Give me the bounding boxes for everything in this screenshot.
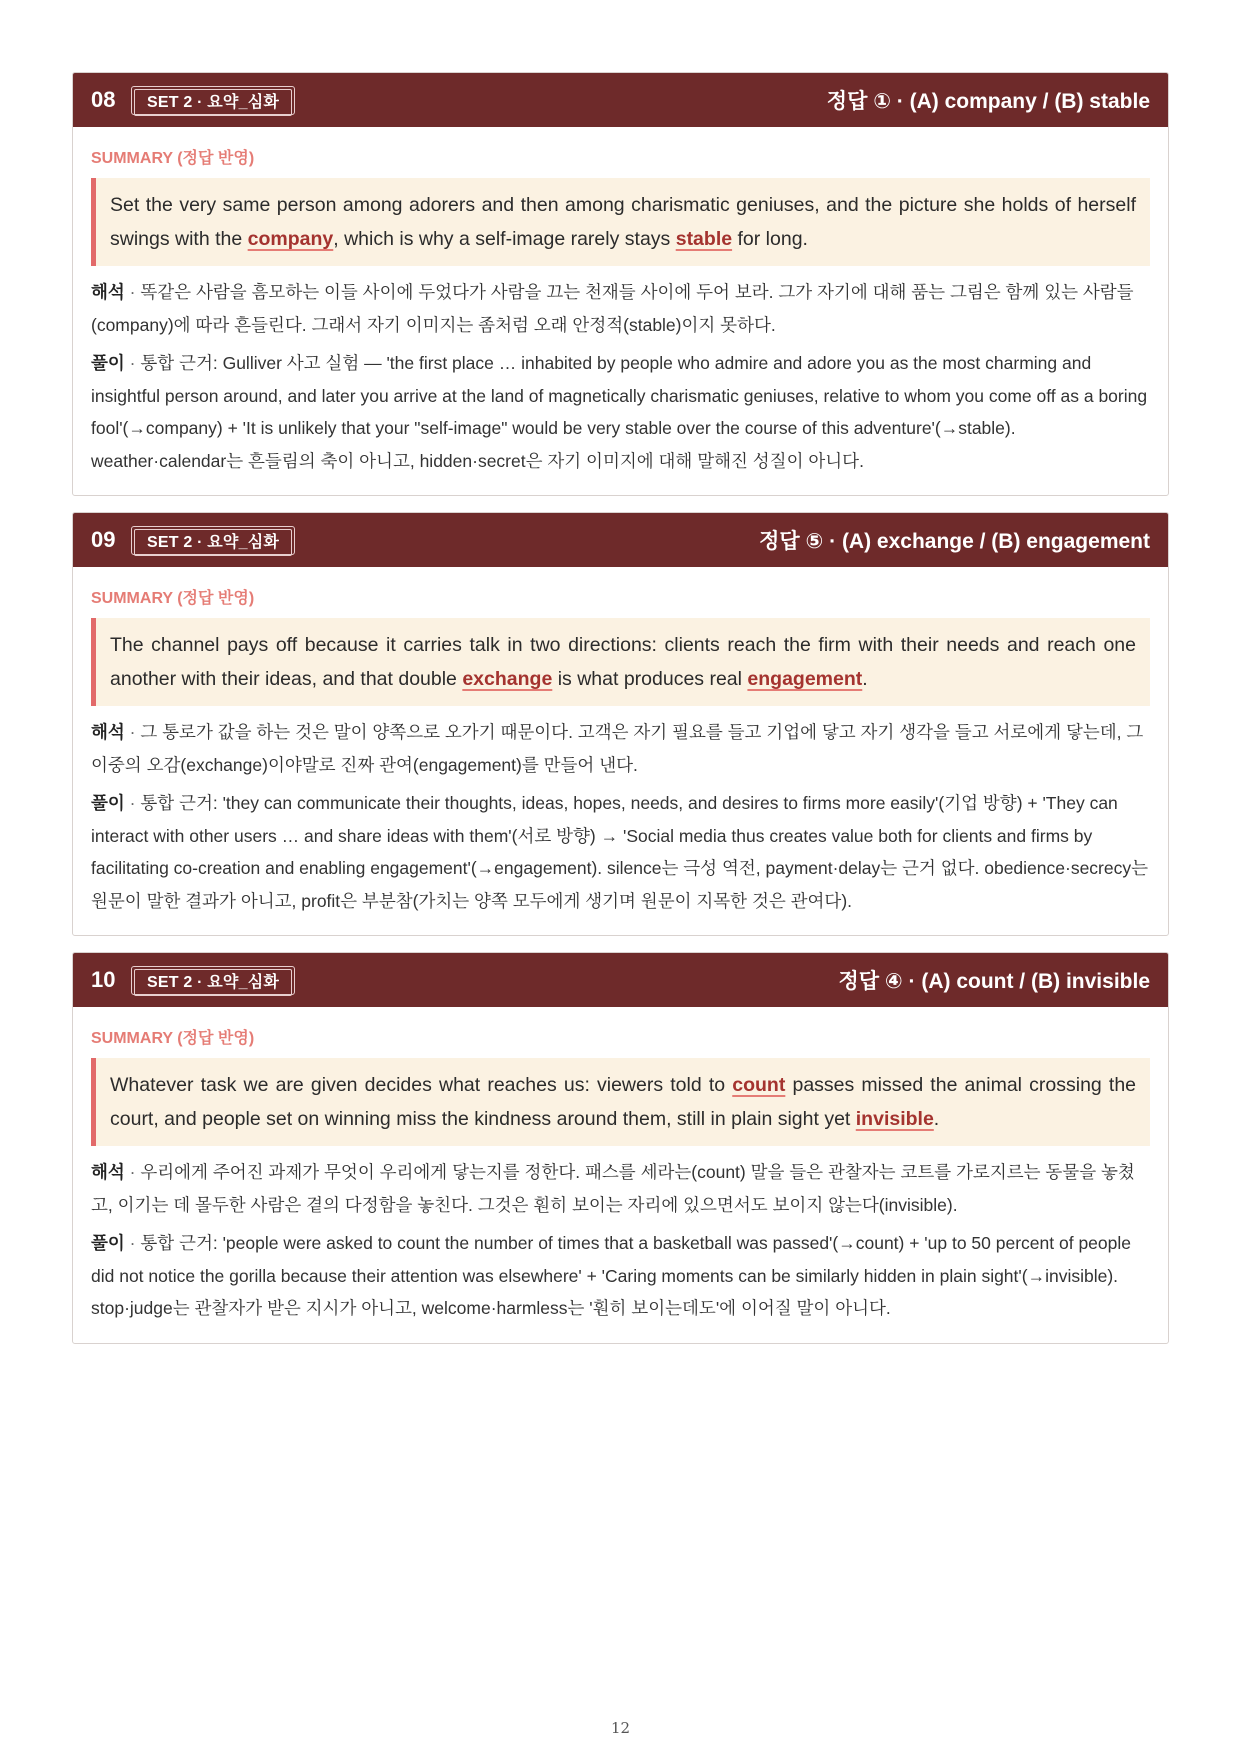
translation-label: 해석 — [91, 722, 125, 742]
summary-text: is what produces real — [552, 668, 748, 690]
summary-text: . — [862, 668, 868, 690]
page-number: 12 — [610, 1719, 631, 1737]
answer-label: 정답 ① · (A) company / (B) stable — [826, 90, 1150, 113]
translation-label: 해석 — [91, 1162, 125, 1182]
set-badge-label: SET 2 · 요약_심화 — [134, 529, 292, 556]
card-header — [73, 513, 1168, 567]
summary-text: Set the very same person among adorers and then among charismatic geniuses, and the picture she holds of herself swings with the — [110, 194, 1136, 250]
translation-text: 그 통로가 값을 하는 것은 말이 양쪽으로 오가기 때문이다. 고객은 자기 필요를 들고 기업에 닿고 자기 생각을 들고 서로에게 닿는데, 그 이중의 오감(exchange)이야말로 진짜 관여(engagement)를 만들어 낸다. — [91, 722, 1144, 775]
card-header — [73, 953, 1168, 1007]
summary-label: SUMMARY (정답 반영) — [91, 150, 255, 167]
summary-label: SUMMARY (정답 반영) — [91, 1030, 255, 1047]
set-badge — [131, 86, 295, 115]
explanation-label: 풀이 — [91, 1233, 125, 1253]
answer-label: 정답 ⑤ · (A) exchange / (B) engagement — [759, 530, 1150, 553]
set-badge — [131, 526, 295, 555]
question-card-08 — [72, 72, 1169, 496]
explanation-label: 풀이 — [91, 353, 125, 373]
set-badge — [131, 966, 295, 995]
answer-sheet — [72, 72, 1169, 1360]
summary-text: passes missed the animal crossing the court, and people set on winning miss the kindness around them, still in plain sight yet — [110, 1074, 1137, 1130]
keyword-b: engagement — [747, 668, 863, 690]
translation-label: 해석 — [91, 282, 125, 302]
card-body — [73, 1007, 1168, 1343]
question-card-10 — [72, 952, 1169, 1344]
question-number: 08 — [91, 87, 116, 112]
translation-text: 우리에게 주어진 과제가 무엇이 우리에게 닿는지를 정한다. 패스를 세라는(count) 말을 들은 관찰자는 코트를 가로지르는 동물을 놓쳤고, 이기는 데 몰두한 사람은 곁의 다정함을 놓친다. 그것은 훤히 보이는 자리에 있으면서도 보이지 않는다(invisible). — [91, 1162, 1135, 1215]
summary-box — [91, 618, 1150, 706]
explanation-label: 풀이 — [91, 793, 125, 813]
card-header — [73, 73, 1168, 127]
explanation-paragraph: 풀이 · 통합 근거: Gulliver 사고 실험 — 'the first place … inhabited by people who admire and adore you as the most charming and insightful person around, and later you arrive at the land of magnetically charismatic geniuses, relative to whom you come off as a boring fool'(→company) + 'It is unlikely that your "self-image" would be very stable over the course of this adventure'(→stable). weather·calendar는 흔들림의 축이 아니고, hidden·secret은 자기 이미지에 대해 말해진 성질이 아니다. — [91, 353, 1148, 471]
summary-box — [91, 1058, 1150, 1146]
keyword-b: stable — [675, 228, 733, 250]
question-number: 09 — [91, 527, 116, 552]
explanation-text: 통합 근거: 'they can communicate their thoughts, ideas, hopes, needs, and desires to firms more easily'(기업 방향) + 'They can interact with other users … and share ideas with them'(서로 방향) → 'Social media thus creates value both for clients and firms by facilitating co-creation and enabling engagement'(→engagement). silence는 극성 역전, payment·delay는 근거 없다. obedience·secrecy는 원문이 말한 결과가 아니고, profit은 부분참(가치는 양쪽 모두에게 생기며 원문이 지목한 것은 관여다). — [91, 793, 1149, 911]
set-badge-label: SET 2 · 요약_심화 — [134, 89, 292, 116]
card-body — [73, 567, 1168, 935]
set-badge-label: SET 2 · 요약_심화 — [134, 969, 292, 996]
translation-paragraph: 해석 · 우리에게 주어진 과제가 무엇이 우리에게 닿는지를 정한다. 패스를 세라는(count) 말을 들은 관찰자는 코트를 가로지르는 동물을 놓쳤고, 이기는 데 몰두한 사람은 곁의 다정함을 놓친다. 그것은 훤히 보이는 자리에 있으면서도 보이지 않는다(invisible). — [91, 1162, 1135, 1215]
explanation-text: 통합 근거: 'people were asked to count the number of times that a basketball was passed'(→count) + 'up to 50 percent of people did not notice the gorilla because their attention was elsewhere' + 'Caring moments can be similarly hidden in plain sight'(→invisible). stop·judge는 관찰자가 받은 지시가 아니고, welcome·harmless는 '훤히 보이는데도'에 이어질 말이 아니다. — [91, 1233, 1132, 1318]
summary-text: for long. — [732, 228, 808, 250]
keyword-a: exchange — [462, 668, 553, 690]
translation-paragraph: 해석 · 똑같은 사람을 흠모하는 이들 사이에 두었다가 사람을 끄는 천재들 사이에 두어 보라. 그가 자기에 대해 품는 그림은 함께 있는 사람들(company)에 따라 흔들린다. 그래서 자기 이미지는 좀처럼 오래 안정적(stable)이지 못하다. — [91, 282, 1134, 335]
explanation-text: 통합 근거: Gulliver 사고 실험 — 'the first place … inhabited by people who admire and adore you as the most charming and insightful person around, and later you arrive at the land of magnetically charismatic geniuses, relative to whom you come off as a boring fool'(→company) + 'It is unlikely that your "self-image" would be very stable over the course of this adventure'(→stable). weather·calendar는 흔들림의 축이 아니고, hidden·secret은 자기 이미지에 대해 말해진 성질이 아니다. — [91, 353, 1148, 471]
question-card-09 — [72, 512, 1169, 936]
summary-text: Whatever task we are given decides what reaches us: viewers told to — [110, 1074, 733, 1096]
explanation-paragraph: 풀이 · 통합 근거: 'people were asked to count the number of times that a basketball was passed'(→count) + 'up to 50 percent of people did not notice the gorilla because their attention was elsewhere' + 'Caring moments can be similarly hidden in plain sight'(→invisible). stop·judge는 관찰자가 받은 지시가 아니고, welcome·harmless는 '훤히 보이는데도'에 이어질 말이 아니다. — [91, 1233, 1132, 1318]
answer-label: 정답 ④ · (A) count / (B) invisible — [838, 970, 1150, 993]
translation-paragraph: 해석 · 그 통로가 값을 하는 것은 말이 양쪽으로 오가기 때문이다. 고객은 자기 필요를 들고 기업에 닿고 자기 생각을 들고 서로에게 닿는데, 그 이중의 오감(exchange)이야말로 진짜 관여(engagement)를 만들어 낸다. — [91, 722, 1144, 775]
summary-text: , which is why a self-image rarely stays — [333, 228, 676, 250]
summary-text: The channel pays off because it carries talk in two directions: clients reach the firm with their needs and reach one another with their ideas, and that double — [110, 634, 1136, 690]
summary-box — [91, 178, 1150, 266]
question-number: 10 — [91, 967, 116, 992]
keyword-b: invisible — [855, 1108, 934, 1130]
keyword-a: count — [732, 1074, 786, 1096]
summary-text: . — [933, 1108, 940, 1130]
keyword-a: company — [247, 228, 334, 250]
card-body — [73, 127, 1168, 495]
translation-text: 똑같은 사람을 흠모하는 이들 사이에 두었다가 사람을 끄는 천재들 사이에 두어 보라. 그가 자기에 대해 품는 그림은 함께 있는 사람들(company)에 따라 흔들린다. 그래서 자기 이미지는 좀처럼 오래 안정적(stable)이지 못하다. — [91, 282, 1134, 335]
explanation-paragraph: 풀이 · 통합 근거: 'they can communicate their thoughts, ideas, hopes, needs, and desires to firms more easily'(기업 방향) + 'They can interact with other users … and share ideas with them'(서로 방향) → 'Social media thus creates value both for clients and firms by facilitating co-creation and enabling engagement'(→engagement). silence는 극성 역전, payment·delay는 근거 없다. obedience·secrecy는 원문이 말한 결과가 아니고, profit은 부분참(가치는 양쪽 모두에게 생기며 원문이 지목한 것은 관여다). — [91, 793, 1149, 911]
summary-label: SUMMARY (정답 반영) — [91, 590, 255, 607]
